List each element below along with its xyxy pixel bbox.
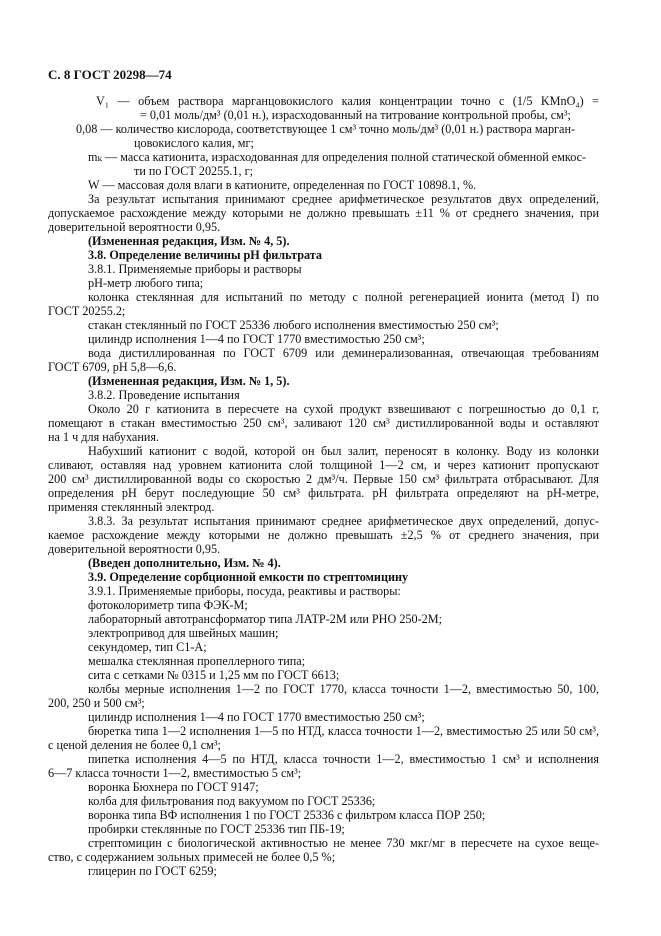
text-line: с ценой деления не более 0,1 см³; bbox=[48, 738, 221, 752]
text-line: сита с сетками № 0315 и 1,25 мм по ГОСТ 6613; bbox=[88, 668, 340, 682]
text-line: определения pH берут последующие 50 см³ фильтрата. pH фильтрата определяют на pH-метре, bbox=[48, 487, 599, 500]
text-line: доверительной вероятности 0,95. bbox=[48, 220, 221, 234]
text-line: пробирки стеклянные по ГОСТ 25336 тип ПБ-19; bbox=[88, 822, 345, 836]
text-line: воронка типа ВФ исполнения 1 по ГОСТ 25336 с фильтром класса ПОР 250; bbox=[88, 808, 486, 822]
text-line: 3.8.3. За результат испытания принимают среднее арифметическое двух определений, допус- bbox=[88, 515, 599, 528]
def-v1: V₁ — объем раствора марганцовокислого калия концентрации точно c (1/5 KMnO₄) = bbox=[96, 94, 599, 108]
text-line: бюретка типа 1—2 исполнения 1—5 по НТД, класса точности 1—2, вместимостью 25 или 50 см³, bbox=[88, 725, 599, 738]
text-line: колба для фильтрования под вакуумом по ГОСТ 25336; bbox=[88, 794, 376, 808]
text-line: 200, 250 и 500 см³; bbox=[48, 696, 145, 710]
text-line: ГОСТ 6709, pH 5,8—6,6. bbox=[48, 360, 177, 374]
text-line: pH-метр любого типа; bbox=[88, 276, 204, 290]
text-line: лабораторный автотрансформатор типа ЛАТР-2М или РНО 250-2М; bbox=[88, 612, 442, 626]
def-w: W — массовая доля влаги в катионите, определенная по ГОСТ 10898.1, %. bbox=[88, 178, 477, 192]
text-line: 3.9. Определение сорбционной емкости по стрептомицину bbox=[88, 570, 409, 584]
text-line: секундомер, тип С1-А; bbox=[88, 640, 207, 654]
page-header: С. 8 ГОСТ 20298—74 bbox=[48, 67, 172, 82]
text-line: допускаемое расхождение между которыми не должно превышать ±11 % от среднего значения, при bbox=[48, 207, 599, 220]
def-v1-cont: = 0,01 моль/дм³ (0,01 н.), израсходованный на титрование контрольной пробы, см³; bbox=[140, 108, 571, 122]
text-line: 6—7 класса точности 1—2, вместимостью 5 см³; bbox=[48, 766, 302, 780]
text-line: колонка стеклянная для испытаний по методу с полной регенерацией ионита (метод I) по bbox=[88, 291, 599, 304]
text-line: 3.8. Определение величины pH фильтрата bbox=[88, 248, 323, 262]
text-line: Набухший катионит с водой, которой он был залит, переносят в колонку. Воду из колонки bbox=[88, 445, 599, 458]
text-line: электропривод для швейных машин; bbox=[88, 626, 279, 640]
text-line: на 1 ч для набухания. bbox=[48, 430, 160, 444]
text-line: помещают в стакан вместимостью 250 см³, заливают 120 см³ дистиллированной воды и оставляют bbox=[48, 417, 599, 430]
def-mk-cont: ти по ГОСТ 20255.1, г; bbox=[134, 164, 253, 178]
text-line: каемое расхождение между которыми не должно превышать ±2,5 % от среднего значения, при bbox=[48, 529, 599, 542]
text-line: вода дистиллированная по ГОСТ 6709 или деминерализованная, отвечающая требованиям bbox=[88, 347, 599, 360]
text-line: цилиндр исполнения 1—4 по ГОСТ 1770 вместимостью 250 см³; bbox=[88, 710, 425, 724]
text-line: 3.8.1. Применяемые приборы и растворы bbox=[88, 262, 302, 276]
text-line: 200 см³ дистиллированной воды со скоростью 2 дм³/ч. Первые 150 см³ фильтрата отбрасывают. Для bbox=[48, 473, 599, 486]
text-line: Около 20 г катионита в пересчете на сухой продукт взвешивают с погрешностью до 0,1 г, bbox=[88, 403, 599, 416]
text-line: сливают, оставляя над уровнем катионита слой толщиной 1—2 см, и через катионит пропускают bbox=[48, 459, 599, 472]
text-line: (Измененная редакция, Изм. № 1, 5). bbox=[88, 374, 290, 388]
text-line: ство, с содержанием зольных примесей не более 0,5 %; bbox=[48, 850, 336, 864]
text-line: мешалка стеклянная пропеллерного типа; bbox=[88, 654, 306, 668]
text-line: цилиндр исполнения 1—4 по ГОСТ 1770 вместимостью 250 см³; bbox=[88, 332, 425, 346]
def-mk: mₖ — масса катионита, израсходованная для определения полной статической обменной емкос- bbox=[88, 150, 587, 164]
text-line: применяя стеклянный электрод. bbox=[48, 500, 215, 514]
text-line: пипетка исполнения 4—5 по НТД, класса точности 1—2, вместимостью 1 см³ и исполнения bbox=[88, 753, 599, 766]
text-line: 3.8.2. Проведение испытания bbox=[88, 388, 240, 402]
text-line: фотоколориметр типа ФЭК-М; bbox=[88, 598, 248, 612]
text-line: За результат испытания принимают среднее арифметическое результатов двух определений, bbox=[88, 193, 599, 206]
text-line: 3.9.1. Применяемые приборы, посуда, реактивы и растворы: bbox=[88, 584, 401, 598]
text-line: воронка Бюхнера по ГОСТ 9147; bbox=[88, 780, 259, 794]
def-oxygen: 0,08 — количество кислорода, соответствующее 1 см³ точно моль/дм³ (0,01 н.) раствора марган- bbox=[76, 122, 576, 136]
text-line: глицерин по ГОСТ 6259; bbox=[88, 864, 217, 878]
text-line: ГОСТ 20255.2; bbox=[48, 304, 126, 318]
def-oxygen-cont: цовокислого калия, мг; bbox=[134, 136, 254, 150]
text-line: стрептомицин с биологической активностью не менее 730 мкг/мг в пересчете на сухое веще- bbox=[88, 837, 599, 850]
text-line: (Введен дополнительно, Изм. № 4). bbox=[88, 556, 281, 570]
text-line: (Измененная редакция, Изм. № 4, 5). bbox=[88, 234, 290, 248]
text-line: доверительной вероятности 0,95. bbox=[48, 542, 221, 556]
text-line: колбы мерные исполнения 1—2 по ГОСТ 1770, класса точности 1—2, вместимостью 50, 100, bbox=[88, 683, 599, 696]
text-line: стакан стеклянный по ГОСТ 25336 любого исполнения вместимостью 250 см³; bbox=[88, 318, 499, 332]
